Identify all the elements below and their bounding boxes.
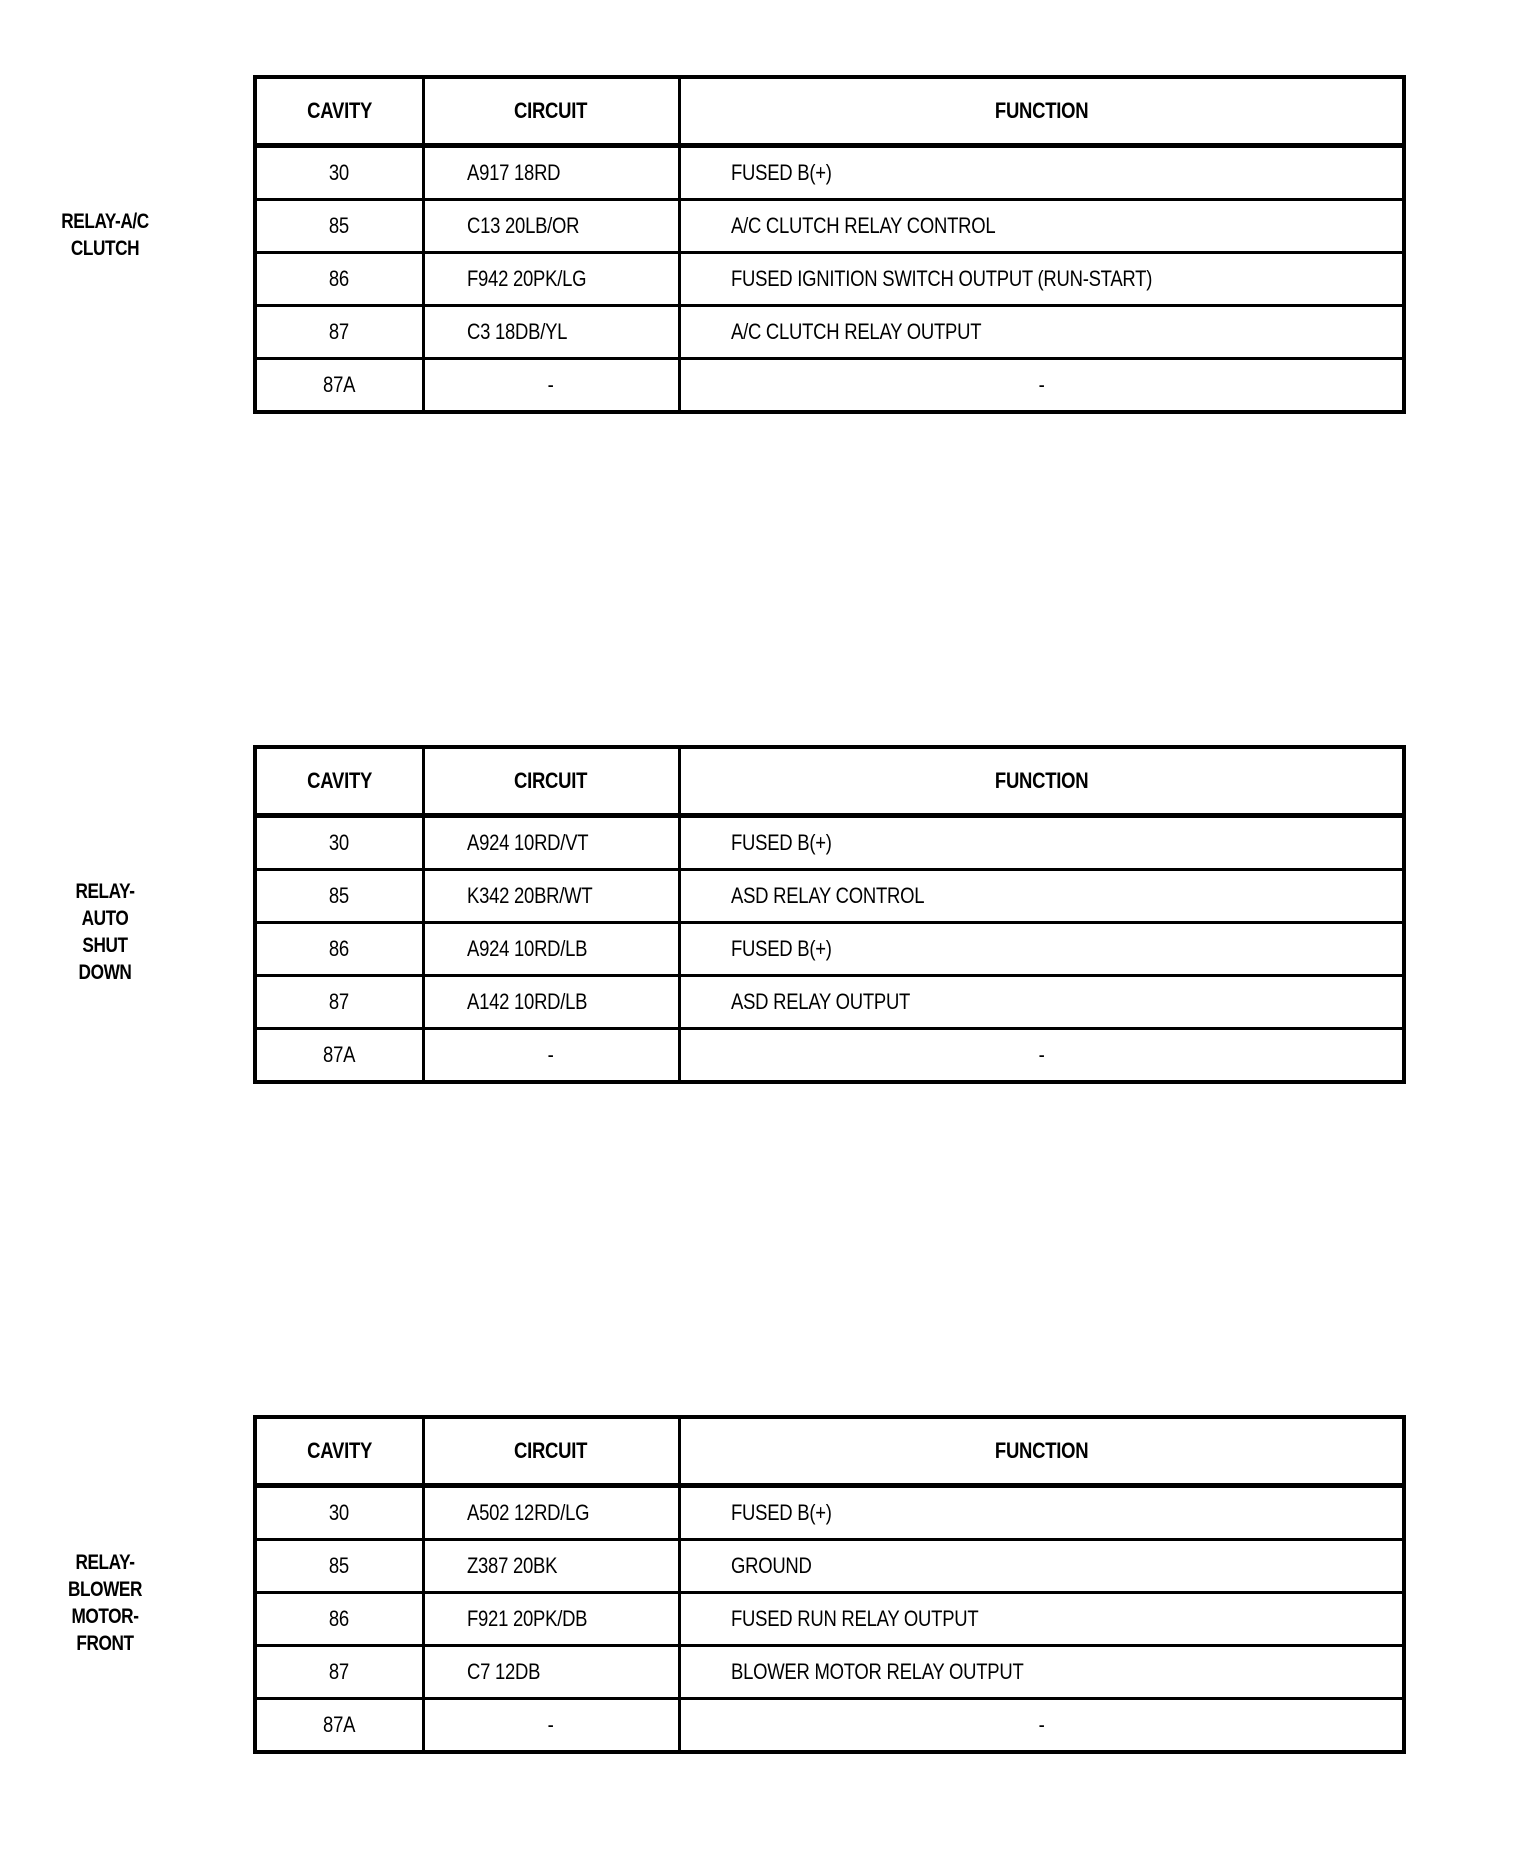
cavity-cell: 30 [255,816,423,870]
cavity-cell: 87A [255,359,423,413]
circuit-cell: A924 10RD/VT [423,816,679,870]
function-cell: BLOWER MOTOR RELAY OUTPUT [679,1646,1404,1699]
cavity-cell: 85 [255,870,423,923]
cavity-cell: 86 [255,253,423,306]
table-row [255,146,1404,200]
function-header: FUNCTION [679,77,1404,146]
table-row [255,1699,1404,1753]
circuit-cell: C3 18DB/YL [423,306,679,359]
cavity-cell: 30 [255,146,423,200]
circuit-cell: F921 20PK/DB [423,1593,679,1646]
cavity-cell: 86 [255,923,423,976]
circuit-header: CIRCUIT [423,77,679,146]
table-row [255,923,1404,976]
cavity-cell: 87A [255,1029,423,1083]
table-header-row [255,747,1404,816]
cavity-header: CAVITY [255,1417,423,1486]
circuit-header: CIRCUIT [423,747,679,816]
table-row [255,306,1404,359]
table-row [255,253,1404,306]
relay-blower-motor-front-label: RELAY- BLOWER MOTOR- FRONT [67,1551,143,1655]
table-row [255,1593,1404,1646]
circuit-header: CIRCUIT [423,1417,679,1486]
table-row [255,976,1404,1029]
circuit-cell: C7 12DB [423,1646,679,1699]
cavity-cell: 85 [255,1540,423,1593]
function-header: FUNCTION [679,747,1404,816]
function-cell: ASD RELAY CONTROL [679,870,1404,923]
circuit-cell: A502 12RD/LG [423,1486,679,1540]
circuit-cell: A924 10RD/LB [423,923,679,976]
circuit-cell: A142 10RD/LB [423,976,679,1029]
function-cell: FUSED B(+) [679,923,1404,976]
circuit-cell: - [423,359,679,413]
relay-ac-clutch-label: RELAY-A/C CLUTCH [61,210,149,260]
circuit-cell: A917 18RD [423,146,679,200]
circuit-cell: C13 20LB/OR [423,200,679,253]
table-header-row [255,77,1404,146]
table-header-row [255,1417,1404,1486]
function-header: FUNCTION [679,1417,1404,1486]
table-row [255,1646,1404,1699]
function-cell: ASD RELAY OUTPUT [679,976,1404,1029]
function-cell: FUSED IGNITION SWITCH OUTPUT (RUN-START) [679,253,1404,306]
cavity-cell: 87 [255,1646,423,1699]
function-cell: - [679,1699,1404,1753]
cavity-header: CAVITY [255,77,423,146]
relay-ac-clutch-table [253,75,1406,414]
circuit-cell: F942 20PK/LG [423,253,679,306]
function-cell: A/C CLUTCH RELAY CONTROL [679,200,1404,253]
table-row [255,1540,1404,1593]
circuit-cell: Z387 20BK [423,1540,679,1593]
function-cell: FUSED B(+) [679,816,1404,870]
table-row [255,816,1404,870]
cavity-cell: 87A [255,1699,423,1753]
circuit-cell: K342 20BR/WT [423,870,679,923]
function-cell: - [679,1029,1404,1083]
cavity-cell: 87 [255,976,423,1029]
table-row [255,359,1404,413]
function-cell: A/C CLUTCH RELAY OUTPUT [679,306,1404,359]
circuit-cell: - [423,1029,679,1083]
relay-blower-motor-front-table [253,1415,1406,1754]
cavity-header: CAVITY [255,747,423,816]
relay-auto-shut-down-table [253,745,1406,1084]
table-row [255,1029,1404,1083]
table-row [255,1486,1404,1540]
cavity-cell: 85 [255,200,423,253]
function-cell: FUSED B(+) [679,146,1404,200]
table-row [255,200,1404,253]
circuit-cell: - [423,1699,679,1753]
function-cell: FUSED RUN RELAY OUTPUT [679,1593,1404,1646]
cavity-cell: 30 [255,1486,423,1540]
cavity-cell: 87 [255,306,423,359]
table-row [255,870,1404,923]
function-cell: GROUND [679,1540,1404,1593]
function-cell: - [679,359,1404,413]
relay-auto-shut-down-label: RELAY- AUTO SHUT DOWN [75,880,135,984]
cavity-cell: 86 [255,1593,423,1646]
function-cell: FUSED B(+) [679,1486,1404,1540]
